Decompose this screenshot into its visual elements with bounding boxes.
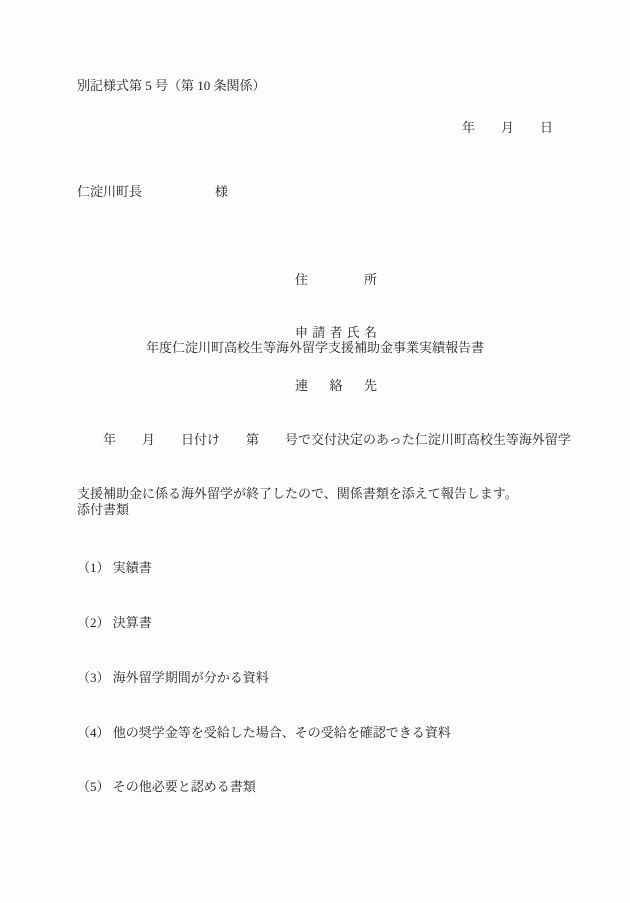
- attachment-item-2: （2） 決算書: [77, 614, 152, 630]
- attachments-heading: 添付書類: [77, 502, 130, 517]
- attachment-item-1: （1） 実績書: [77, 559, 152, 575]
- date-blank-line: 年 月 日: [461, 120, 553, 135]
- body-line-1: 年 月 日付け 第 号で交付決定のあった仁淀川町高校生等海外留学: [77, 431, 571, 447]
- recipient-honorific: 様: [215, 184, 229, 199]
- applicant-name-label: 申請者氏名: [295, 324, 377, 340]
- applicant-address-label: 住所: [295, 271, 377, 287]
- document-title: 年度仁淀川町高校生等海外留学支援補助金事業実績報告書: [145, 340, 484, 355]
- attachment-item-5: （5） その他必要と認める書類: [77, 779, 256, 795]
- applicant-contact-label: 連絡先: [295, 377, 377, 393]
- attachment-item-4: （4） 他の奨学金等を受給した場合、その受給を確認できる資料: [77, 724, 451, 740]
- attachment-item-3: （3） 海外留学期間が分かる資料: [77, 669, 269, 685]
- recipient-title: 仁淀川町長: [77, 184, 143, 199]
- attachments-list: [77, 531, 451, 835]
- recipient-line: [77, 185, 228, 200]
- body-paragraph: [77, 403, 571, 541]
- body-line-2: 支援補助金に係る海外留学が終了したので、関係書類を添えて報告します。: [77, 485, 518, 501]
- form-number: 別記様式第 5 号（第 10 条関係）: [77, 78, 266, 93]
